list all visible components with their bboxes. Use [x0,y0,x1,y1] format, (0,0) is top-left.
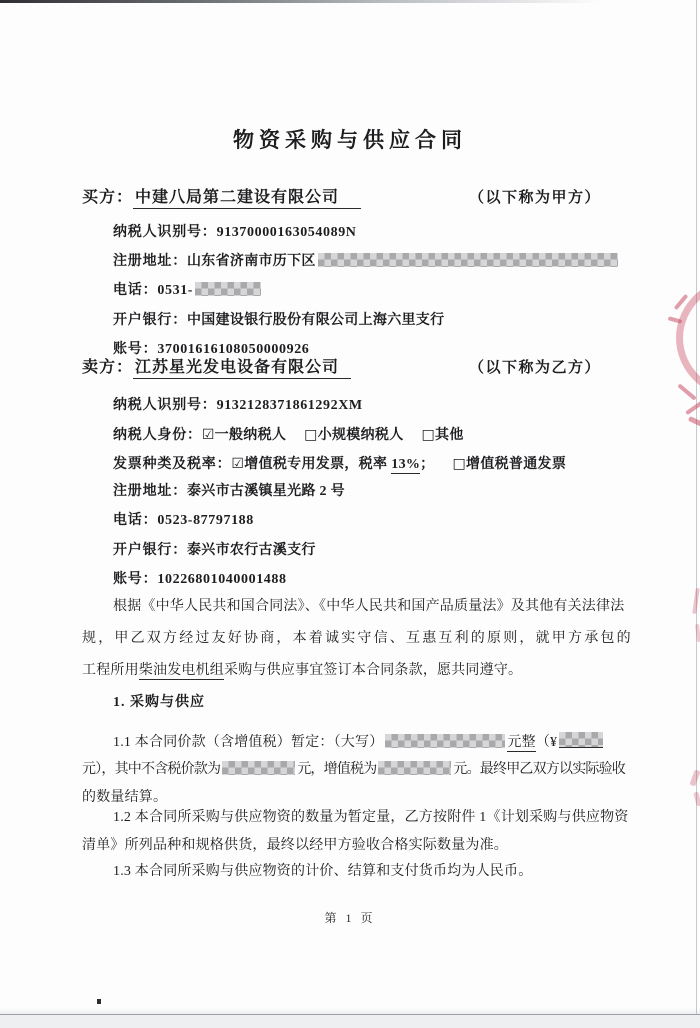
buyer-company-name: 中建八局第二建设有限公司 [133,189,361,209]
seller-alias: （以下称为乙方） [469,360,602,376]
scan-right-edge [696,0,697,1028]
document-title: 物资采购与供应合同 [233,128,467,152]
seller-address-value: 泰兴市古溪镇星光路 2 号 [187,484,345,499]
clause-1-1-yuan-zheng: 元整 [507,735,536,750]
clause-1-2-line-1: 1.2 本合同所采购与供应物资的数量为暂定量，乙方按附件 1《计划采购与供应物资 [113,810,629,825]
buyer-phone-label: 电话： [113,283,158,298]
seller-tax-id-label: 纳税人识别号： [113,398,217,413]
seller-row [82,358,601,379]
buyer-alias: （以下称为甲方） [469,190,602,206]
invoice-separator: ； [420,457,435,472]
seller-invoice-label: 发票种类及税率： [113,457,232,472]
buyer-bank-label: 开户银行： [113,313,187,328]
clause-1-1-currency-open: （¥ [535,735,558,750]
clause-1-1-text-b: 元），其中不含税价款为 [82,762,221,777]
buyer-address-label: 注册地址： [113,254,187,269]
preamble-line-2: 规，甲乙双方经过友好协商，本着诚实守信、互惠互利的原则，就甲方承包的 [82,631,633,646]
preamble-line-3-post: 采购与供应事宜签订本合同条款，愿共同遵守。 [224,663,523,678]
buyer-phone-value: 0531- [157,283,194,298]
invoice-option-ordinary: 增值税普通发票 [466,457,567,472]
clause-1-3: 1.3 本合同所采购与供应物资的计价、结算和支付货币均为人民币。 [113,864,533,879]
red-seal-fragment-icon [676,276,700,400]
checkbox-unchecked-icon: □ [304,427,318,443]
seller-tax-id-row [113,396,363,416]
clause-1-1-text-d: 元。最终甲乙双方以实际验收 [453,762,626,777]
seller-identity-label: 纳税人身份： [113,428,202,443]
identity-option-small-scale: 小规模纳税人 [317,428,404,443]
seller-bank-row [113,541,316,561]
scan-speck [97,999,101,1004]
invoice-option-special: 增值税专用发票，税率 [244,457,388,472]
buyer-account-row [113,340,309,360]
section-1-heading: 1. 采购与供应 [113,695,205,710]
buyer-tax-id-row [113,223,357,243]
checkbox-unchecked-icon: □ [421,427,436,443]
scan-top-edge [0,0,700,3]
clause-1-1-line-3: 的数量结算。 [82,790,168,805]
clause-1-1-line-1 [113,732,605,753]
page-number: 第 1 页 [324,911,376,925]
scan-bottom-edge [0,1014,700,1028]
seller-invoice-row [113,454,566,475]
buyer-tax-id-value: 91370000163054089N [216,225,357,240]
seller-address-row [113,482,345,502]
seller-phone-label: 电话： [113,513,158,528]
red-seal-fragment-icon [689,769,700,786]
seller-bank-label: 开户银行： [113,543,187,558]
checkbox-unchecked-icon: □ [452,456,467,472]
seller-account-label: 账号： [113,572,158,587]
clause-1-2-line-2: 清单》所列品种和规格供货，最终以经甲方验收合格实际数量为准。 [82,838,508,853]
preamble-goods-underlined: 柴油发电机组 [138,663,225,678]
red-seal-fragment-icon [693,792,700,807]
redacted-buyer-phone [195,282,261,296]
seller-phone-row [113,511,254,531]
identity-option-general: 一般纳税人 [214,428,287,443]
checkbox-checked-icon: ☑ [231,456,245,472]
checkbox-checked-icon: ☑ [201,427,215,443]
clause-1-1-text-a: 1.1 本合同价款（含增值税）暂定：（大写） [113,735,384,750]
clause-1-1-line-2 [82,760,625,780]
seller-role-label: 卖方： [82,359,134,376]
buyer-row [82,188,601,209]
seller-address-label: 注册地址： [113,484,187,499]
red-seal-fragment-icon [692,588,700,614]
buyer-role-label: 买方： [82,189,134,206]
buyer-account-value: 37001616108050000926 [157,342,310,357]
preamble-line-1: 根据《中华人民共和国合同法》、《中华人民共和国产品质量法》及其他有关法律法 [113,599,625,614]
buyer-bank-row [113,311,444,331]
redacted-net-amount [222,761,295,775]
redacted-amount-figures [559,732,603,748]
red-seal-fragment-icon [688,416,700,429]
identity-option-other: 其他 [435,428,464,443]
seller-account-row [113,570,287,590]
preamble-line-3 [82,661,522,681]
invoice-tax-rate: 13% [391,457,421,472]
buyer-phone-row [113,281,263,301]
red-seal-fragment-icon [677,383,696,400]
seller-company-name: 江苏星光发电设备有限公司 [133,359,351,379]
redacted-buyer-address [318,253,618,267]
seller-tax-id-value: 9132128371861292XM [216,398,363,413]
redacted-amount-words [385,734,505,748]
buyer-tax-id-label: 纳税人识别号： [113,225,217,240]
buyer-address-row [113,252,620,272]
buyer-account-label: 账号： [113,342,158,357]
red-seal-fragment-icon [695,624,700,642]
buyer-address-value: 山东省济南市历下区 [187,254,316,269]
seller-identity-row [113,425,464,446]
seller-account-value: 10226801040001488 [157,572,287,587]
preamble-line-3-pre: 工程所用 [82,663,139,678]
clause-1-1-text-c: 元，增值税为 [297,762,377,777]
seller-bank-value: 泰兴市农行古溪支行 [187,543,316,558]
seller-phone-value: 0523-87797188 [157,513,254,528]
buyer-bank-value: 中国建设银行股份有限公司上海六里支行 [187,313,445,328]
redacted-vat-amount [378,761,451,775]
